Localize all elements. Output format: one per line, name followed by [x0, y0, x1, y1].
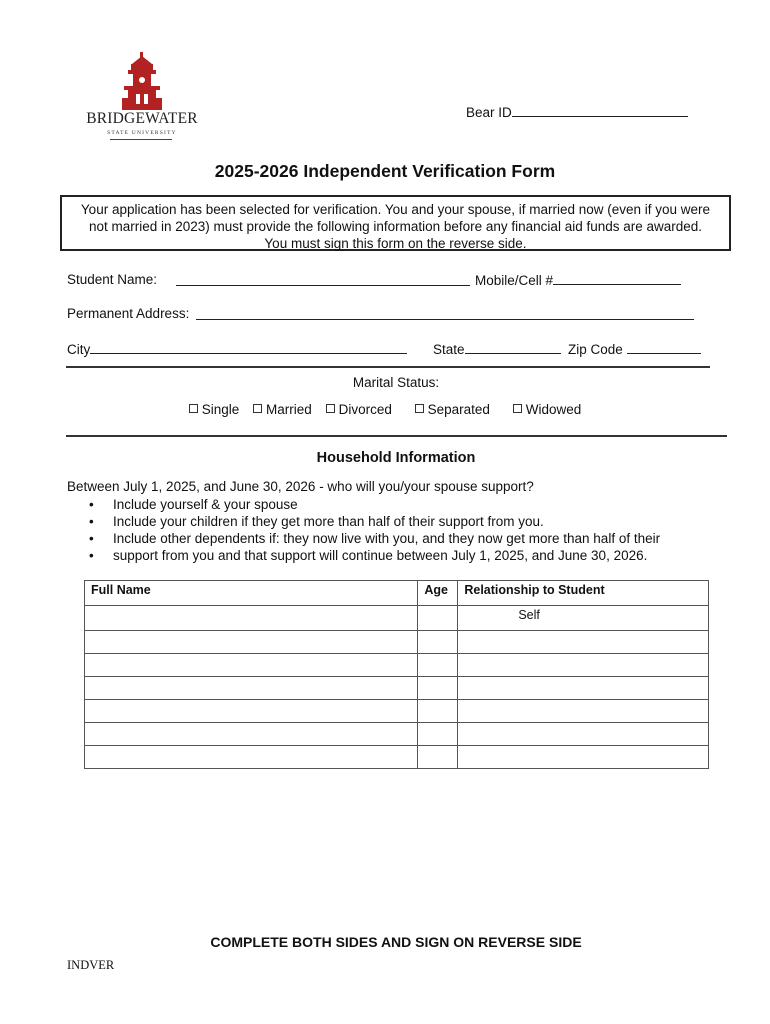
bear-id-field[interactable]: [466, 104, 688, 120]
instruction-item: • Include yourself & your spouse: [86, 496, 660, 513]
cell-full-name[interactable]: [85, 746, 418, 769]
city-field[interactable]: [67, 341, 407, 357]
address-line[interactable]: [196, 307, 694, 320]
table-row: [85, 631, 709, 654]
cell-relationship[interactable]: [458, 746, 709, 769]
student-name-label: Student Name:: [67, 272, 158, 287]
state-label: State: [433, 342, 465, 357]
cell-full-name[interactable]: [85, 631, 418, 654]
checkbox-icon[interactable]: [326, 404, 335, 413]
marital-status-options: [0, 402, 770, 417]
bear-id-label: Bear ID: [466, 105, 512, 120]
mobile-line[interactable]: [553, 272, 681, 285]
household-section-title: Household Information: [316, 450, 476, 466]
household-intro: Between July 1, 2025, and June 30, 2026 - who will you/your spouse support?: [67, 479, 534, 494]
student-name-field[interactable]: [67, 272, 157, 287]
table-row: [85, 700, 709, 723]
divider-top: [66, 366, 710, 368]
checkbox-icon[interactable]: [415, 404, 424, 413]
household-instructions: [86, 496, 660, 564]
logo-wordmark: BRIDGEWATER: [86, 110, 198, 127]
divider-bottom: [66, 435, 727, 437]
zip-label: Zip Code: [568, 342, 623, 357]
cell-relationship[interactable]: [458, 723, 709, 746]
cell-full-name[interactable]: [85, 654, 418, 677]
checkbox-icon[interactable]: [189, 404, 198, 413]
notice-line-1: Your application has been selected for verification. You and your spouse, if married now (even if you were: [80, 202, 711, 217]
state-line[interactable]: [465, 341, 561, 354]
instruction-item: • Include your children if they get more than half of their support from you.: [86, 513, 660, 530]
cell-relationship[interactable]: [458, 700, 709, 723]
notice-line-3: You must sign this form on the reverse side.: [264, 236, 527, 251]
state-field[interactable]: [433, 341, 561, 357]
cell-age[interactable]: [418, 746, 458, 769]
mobile-label: Mobile/Cell #: [475, 273, 554, 288]
marital-option-single[interactable]: Single: [189, 402, 240, 417]
city-label: City: [67, 342, 91, 357]
table-row: [85, 723, 709, 746]
cell-full-name[interactable]: [85, 700, 418, 723]
logo-rule: [110, 139, 172, 140]
household-table: [84, 580, 709, 769]
cell-age[interactable]: [418, 677, 458, 700]
student-name-line[interactable]: [176, 273, 470, 286]
zip-field[interactable]: [568, 341, 701, 357]
city-line[interactable]: [90, 341, 407, 354]
footer-instruction: COMPLETE BOTH SIDES AND SIGN ON REVERSE SIDE: [210, 934, 582, 950]
verification-notice: [60, 195, 731, 251]
marital-option-married[interactable]: Married: [253, 402, 312, 417]
marital-option-widowed[interactable]: Widowed: [513, 402, 582, 417]
marital-option-divorced[interactable]: Divorced: [326, 402, 392, 417]
marital-option-separated[interactable]: Separated: [415, 402, 490, 417]
table-row: [85, 677, 709, 700]
table-row: [85, 654, 709, 677]
checkbox-icon[interactable]: [513, 404, 522, 413]
cell-full-name[interactable]: [85, 606, 418, 631]
table-row: [85, 606, 709, 631]
bear-id-line[interactable]: [512, 104, 688, 117]
cell-relationship[interactable]: [458, 654, 709, 677]
cell-age[interactable]: [418, 606, 458, 631]
column-header-relationship: Relationship to Student: [458, 581, 709, 606]
address-label: Permanent Address:: [67, 306, 190, 321]
form-title: 2025-2026 Independent Verification Form: [214, 161, 556, 181]
zip-line[interactable]: [627, 341, 701, 354]
cell-full-name[interactable]: [85, 723, 418, 746]
checkbox-icon[interactable]: [253, 404, 262, 413]
notice-line-2: not married in 2023) must provide the following information before any financial aid funds are awarded.: [88, 219, 703, 234]
cell-full-name[interactable]: [85, 677, 418, 700]
logo-subtitle: STATE UNIVERSITY: [107, 130, 177, 136]
marital-status-label: Marital Status:: [352, 375, 440, 390]
cell-age[interactable]: [418, 700, 458, 723]
cell-age[interactable]: [418, 654, 458, 677]
cell-age[interactable]: [418, 723, 458, 746]
cell-relationship[interactable]: [458, 677, 709, 700]
column-header-full-name: Full Name: [85, 581, 418, 606]
table-header-row: [85, 581, 709, 606]
instruction-item-continued: • support from you and that support will continue between July 1, 2025, and June 30, 2026.: [86, 547, 660, 564]
form-code: INDVER: [67, 958, 115, 972]
mobile-field[interactable]: [475, 272, 681, 288]
instruction-item: • Include other dependents if: they now live with you, and they now get more than half of their: [86, 530, 660, 547]
table-row: [85, 746, 709, 769]
cell-relationship[interactable]: [458, 631, 709, 654]
cell-relationship[interactable]: Self: [458, 606, 709, 631]
address-field[interactable]: [67, 306, 189, 321]
cell-age[interactable]: [418, 631, 458, 654]
column-header-age: Age: [418, 581, 458, 606]
